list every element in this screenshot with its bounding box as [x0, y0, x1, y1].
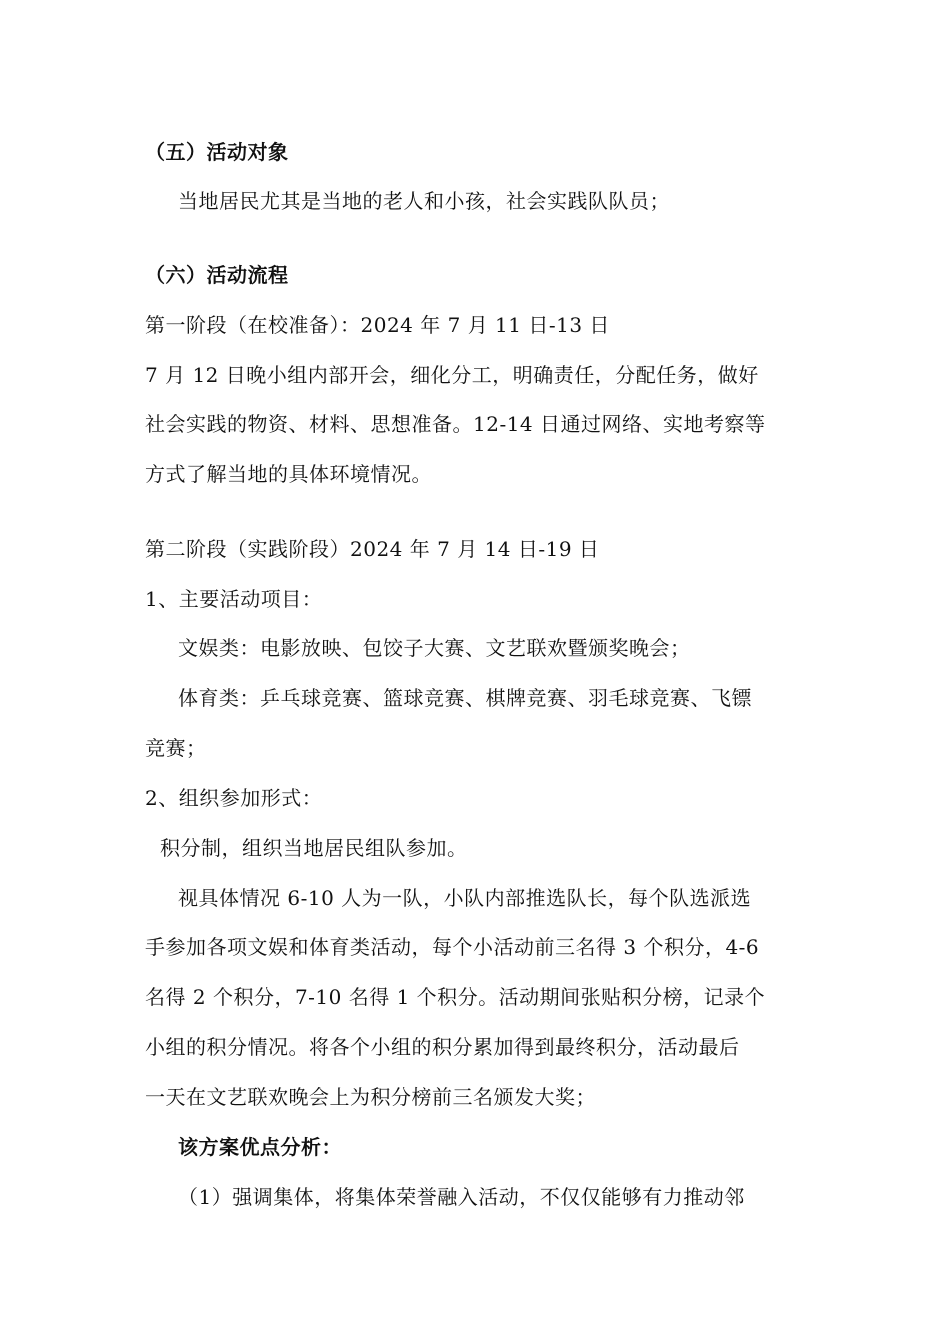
organization-form-item: 2、组织参加形式：: [145, 786, 323, 810]
entertainment-activities: 文娱类：电影放映、包饺子大赛、文艺联欢暨颁奖晚会；: [178, 636, 691, 660]
section-heading-target: （五）活动对象: [145, 140, 289, 164]
phase2-title: 第二阶段（实践阶段）2024 年 7 月 14 日-19 日: [145, 537, 600, 561]
section-heading-process: （六）活动流程: [145, 263, 289, 287]
advantages-heading: 该方案优点分析：: [178, 1135, 342, 1159]
sports-activities-line: 体育类：乒乓球竞赛、篮球竞赛、棋牌竞赛、羽毛球竞赛、飞镖: [178, 686, 752, 710]
detail-paragraph-line: 小组的积分情况。将各个小组的积分累加得到最终积分，活动最后: [145, 1035, 740, 1059]
target-audience-text: 当地居民尤其是当地的老人和小孩，社会实践队队员；: [178, 189, 670, 213]
phase1-title: 第一阶段（在校准备）：2024 年 7 月 11 日-13 日: [145, 313, 610, 337]
points-system-text: 积分制，组织当地居民组队参加。: [160, 836, 468, 860]
detail-paragraph-line: 视具体情况 6-10 人为一队，小队内部推选队长，每个队选派选: [178, 886, 752, 910]
main-activities-item: 1、主要活动项目：: [145, 587, 323, 611]
phase1-paragraph-line: 社会实践的物资、材料、思想准备。12-14 日通过网络、实地考察等: [145, 412, 766, 436]
advantage-point-line: （1）强调集体，将集体荣誉融入活动，不仅仅能够有力推动邻: [178, 1185, 745, 1209]
phase1-paragraph-line: 方式了解当地的具体环境情况。: [145, 462, 432, 486]
detail-paragraph-line: 一天在文艺联欢晚会上为积分榜前三名颁发大奖；: [145, 1085, 596, 1109]
detail-paragraph-line: 名得 2 个积分，7-10 名得 1 个积分。活动期间张贴积分榜，记录个: [145, 985, 766, 1009]
detail-paragraph-line: 手参加各项文娱和体育类活动，每个小活动前三名得 3 个积分，4-6: [145, 935, 760, 959]
phase1-paragraph-line: 7 月 12 日晚小组内部开会，细化分工，明确责任，分配任务，做好: [145, 363, 759, 387]
sports-activities-line: 竞赛；: [145, 736, 207, 760]
